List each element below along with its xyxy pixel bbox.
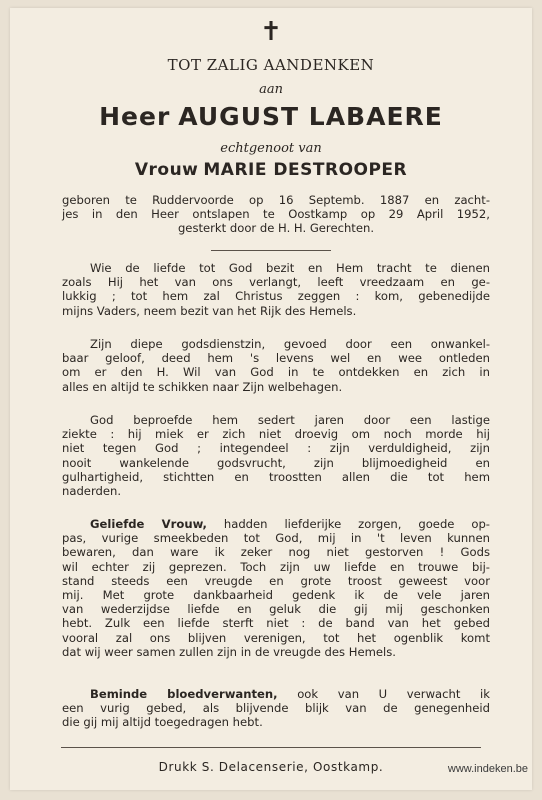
text-line: nooit wankelende godsvrucht, zijn blijmoedigheid en: [62, 455, 490, 470]
birth-line: jes in den Heer ontslapen te Oostkamp op 29 April 1952,: [62, 207, 490, 222]
lead-rest: ook van U verwacht ik: [277, 687, 490, 701]
text-line: van wederzijdse liefde en geluk die gij mij geschonken: [62, 602, 490, 617]
paragraph-1: [62, 261, 490, 318]
text-line: [62, 517, 490, 531]
text-line: ziekte : hij miek er zich niet droevig om noch morde hij: [62, 427, 490, 442]
text-line: naderden.: [62, 484, 122, 499]
text-line: mijns Vaders, neem bezit van het Rijk des Hemels.: [62, 303, 357, 318]
heading: TOT ZALIG AANDENKEN: [167, 56, 375, 74]
birth-line: geboren te Ruddervoorde op 16 Septemb. 1887 en zacht-: [62, 193, 490, 207]
text-line: [62, 687, 490, 701]
text-line: bewaren, dan ware ik zeker nog niet gestorven ! Gods: [62, 545, 490, 560]
watermark: www.indeken.be: [447, 763, 528, 775]
lead-rest: hadden liefderijke zorgen, goede op-: [206, 517, 490, 531]
paragraph-2: [62, 337, 490, 394]
text-line: gulhartigheid, stichtten en troostten allen die tot hem: [62, 469, 490, 484]
text-line: lukkig ; tot hem zal Christus zeggen : kom, gebenedijde: [62, 289, 490, 304]
text-line: niet tegen God ; integendeel : zijn verduldigheid, zijn: [62, 441, 490, 456]
text-line: baar geloof, deed hem 's levens wel en wee ontleden: [62, 351, 490, 366]
spouse-label: echtgenoot van: [220, 141, 322, 156]
text-line: pas, vurige smeekbeden tot God, mij in 't leven kunnen: [62, 531, 490, 546]
paragraph-3: [62, 413, 490, 498]
heading-aan: aan: [259, 82, 283, 97]
spouse-name: [0, 160, 542, 180]
text-line: God beproefde hem sedert jaren door een lastige: [90, 413, 490, 427]
text-line: stand steeds een vreugde en grote troost geweest voor: [62, 573, 490, 588]
address-lead: Geliefde Vrouw,: [90, 517, 207, 531]
text-line: om er den H. Wil van God in te ontdekken en zich in: [62, 365, 490, 380]
text-line: die gij mij altijd toegedragen hebt.: [62, 715, 263, 730]
text-line: alles en altijd te schikken naar Zijn welbehagen.: [62, 379, 343, 394]
text-line: een vurig gebed, als blijvende blijk van de genegenheid: [62, 701, 490, 716]
birth-line: gesterkt door de H. H. Gerechten.: [177, 221, 375, 236]
text-line: mij. Met grote dankbaarheid gedenk ik de vele jaren: [62, 588, 490, 603]
deceased-name: [0, 102, 542, 131]
spouse-prefix: Vrouw: [134, 160, 199, 180]
address-lead: Beminde bloedverwanten,: [90, 687, 278, 701]
paragraph-4: [62, 517, 490, 659]
printer-imprint: Drukk S. Delacenserie, Oostkamp.: [158, 760, 384, 774]
title-prefix: Heer: [99, 102, 171, 131]
cross-icon: ✝: [260, 17, 282, 47]
text-line: zoals Hij het van ons verlangt, leeft vreedzaam en ge-: [62, 275, 490, 290]
birth-paragraph: [62, 193, 490, 236]
text-line: Wie de liefde tot God bezit en Hem tracht te dienen: [90, 261, 490, 275]
text-line: wil echter zij geprezen. Toch zijn uw liefde en trouwe bij-: [62, 559, 490, 574]
paragraph-5: [62, 687, 490, 730]
text-line: dat wij weer samen zullen zijn in de vreugde des Hemels.: [62, 644, 396, 659]
text-line: Zijn diepe godsdienstzin, gevoed door een onwankel-: [90, 337, 490, 351]
text-line: hebt. Zulk een liefde sterft niet : de band van het gebed: [62, 616, 490, 631]
text-line: vooral zal ons blijven verenigen, tot het ogenblik komt: [62, 630, 490, 645]
spouse-name-text: MARIE DESTROOPER: [203, 160, 408, 180]
name-text: AUGUST LABAERE: [178, 102, 443, 131]
